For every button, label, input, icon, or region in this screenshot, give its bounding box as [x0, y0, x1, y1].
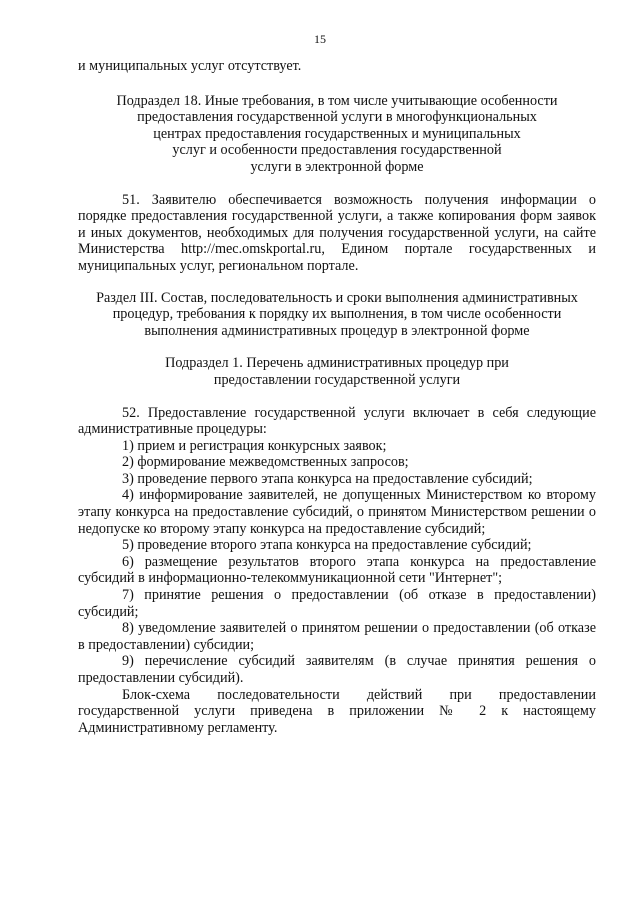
heading-line: процедур, требования к порядку их выполнения, в том числе особенности [112, 306, 562, 323]
paragraph-52-intro: 52. Предоставление государственной услуги включает в себя следующие административные процедуры: [78, 404, 596, 438]
flowchart-note: Блок-схема последовательности действий при предоставлении государственной услуги приведена в приложении № 2 к настоящему Административному регламенту. [78, 686, 596, 736]
heading-line: выполнения административных процедур в электронной форме [144, 322, 530, 339]
heading-line: услуги в электронной форме [250, 158, 424, 175]
list-item: 6) размещение результатов второго этапа конкурса на предоставление субсидий в информационно-телекоммуникационной сети "Интернет"; [78, 553, 596, 587]
paragraph-51: 51. Заявителю обеспечивается возможность получения информации о порядке предоставления государственной услуги, а также копирования форм заявок и иных документов, необходимых для получения государственной услуги, на сайте Министерства http://mec.omskportal.ru, Едином портале государственных и муниципальных услуг, региональном портале. [78, 191, 596, 274]
subsection-1-heading [78, 355, 596, 388]
heading-line: Раздел III. Состав, последовательность и сроки выполнения административных [96, 289, 578, 306]
heading-line: предоставления государственной услуги в многофункциональных [137, 109, 537, 126]
document-body [78, 58, 596, 736]
paragraph-52 [78, 405, 596, 737]
subsection-18-heading [78, 93, 596, 176]
list-item: 3) проведение первого этапа конкурса на предоставление субсидий; [122, 470, 533, 487]
heading-line: Подраздел 18. Иные требования, в том числе учитывающие особенности [116, 92, 558, 109]
section-3-heading [78, 290, 596, 340]
heading-line: услуг и особенности предоставления государственной [172, 142, 502, 159]
list-item: 8) уведомление заявителей о принятом решении о предоставлении (об отказе в предоставлении) субсидии; [78, 620, 596, 653]
list-item: 2) формирование межведомственных запросов; [122, 454, 409, 471]
heading-line: центрах предоставления государственных и муниципальных [153, 125, 521, 142]
heading-line: предоставлении государственной услуги [213, 371, 461, 388]
list-item: 7) принятие решения о предоставлении (об отказе в предоставлении) субсидий; [78, 587, 596, 620]
list-item: 5) проведение второго этапа конкурса на предоставление субсидий; [122, 537, 532, 554]
list-item: 4) информирование заявителей, не допущенных Министерством ко второму этапу конкурса на предоставление субсидий, о принятом Министерством решении о недопуске ко второму этапу конкурса на предоставление субсидий; [78, 487, 596, 537]
page-number: 15 [314, 32, 326, 46]
heading-line: Подраздел 1. Перечень административных процедур при [165, 355, 509, 372]
list-item: 9) перечисление субсидий заявителям (в случае принятия решения о предоставлении субсидий). [78, 653, 596, 686]
list-item: 1) прием и регистрация конкурсных заявок; [122, 437, 387, 454]
intro-line: и муниципальных услуг отсутствует. [78, 58, 302, 74]
